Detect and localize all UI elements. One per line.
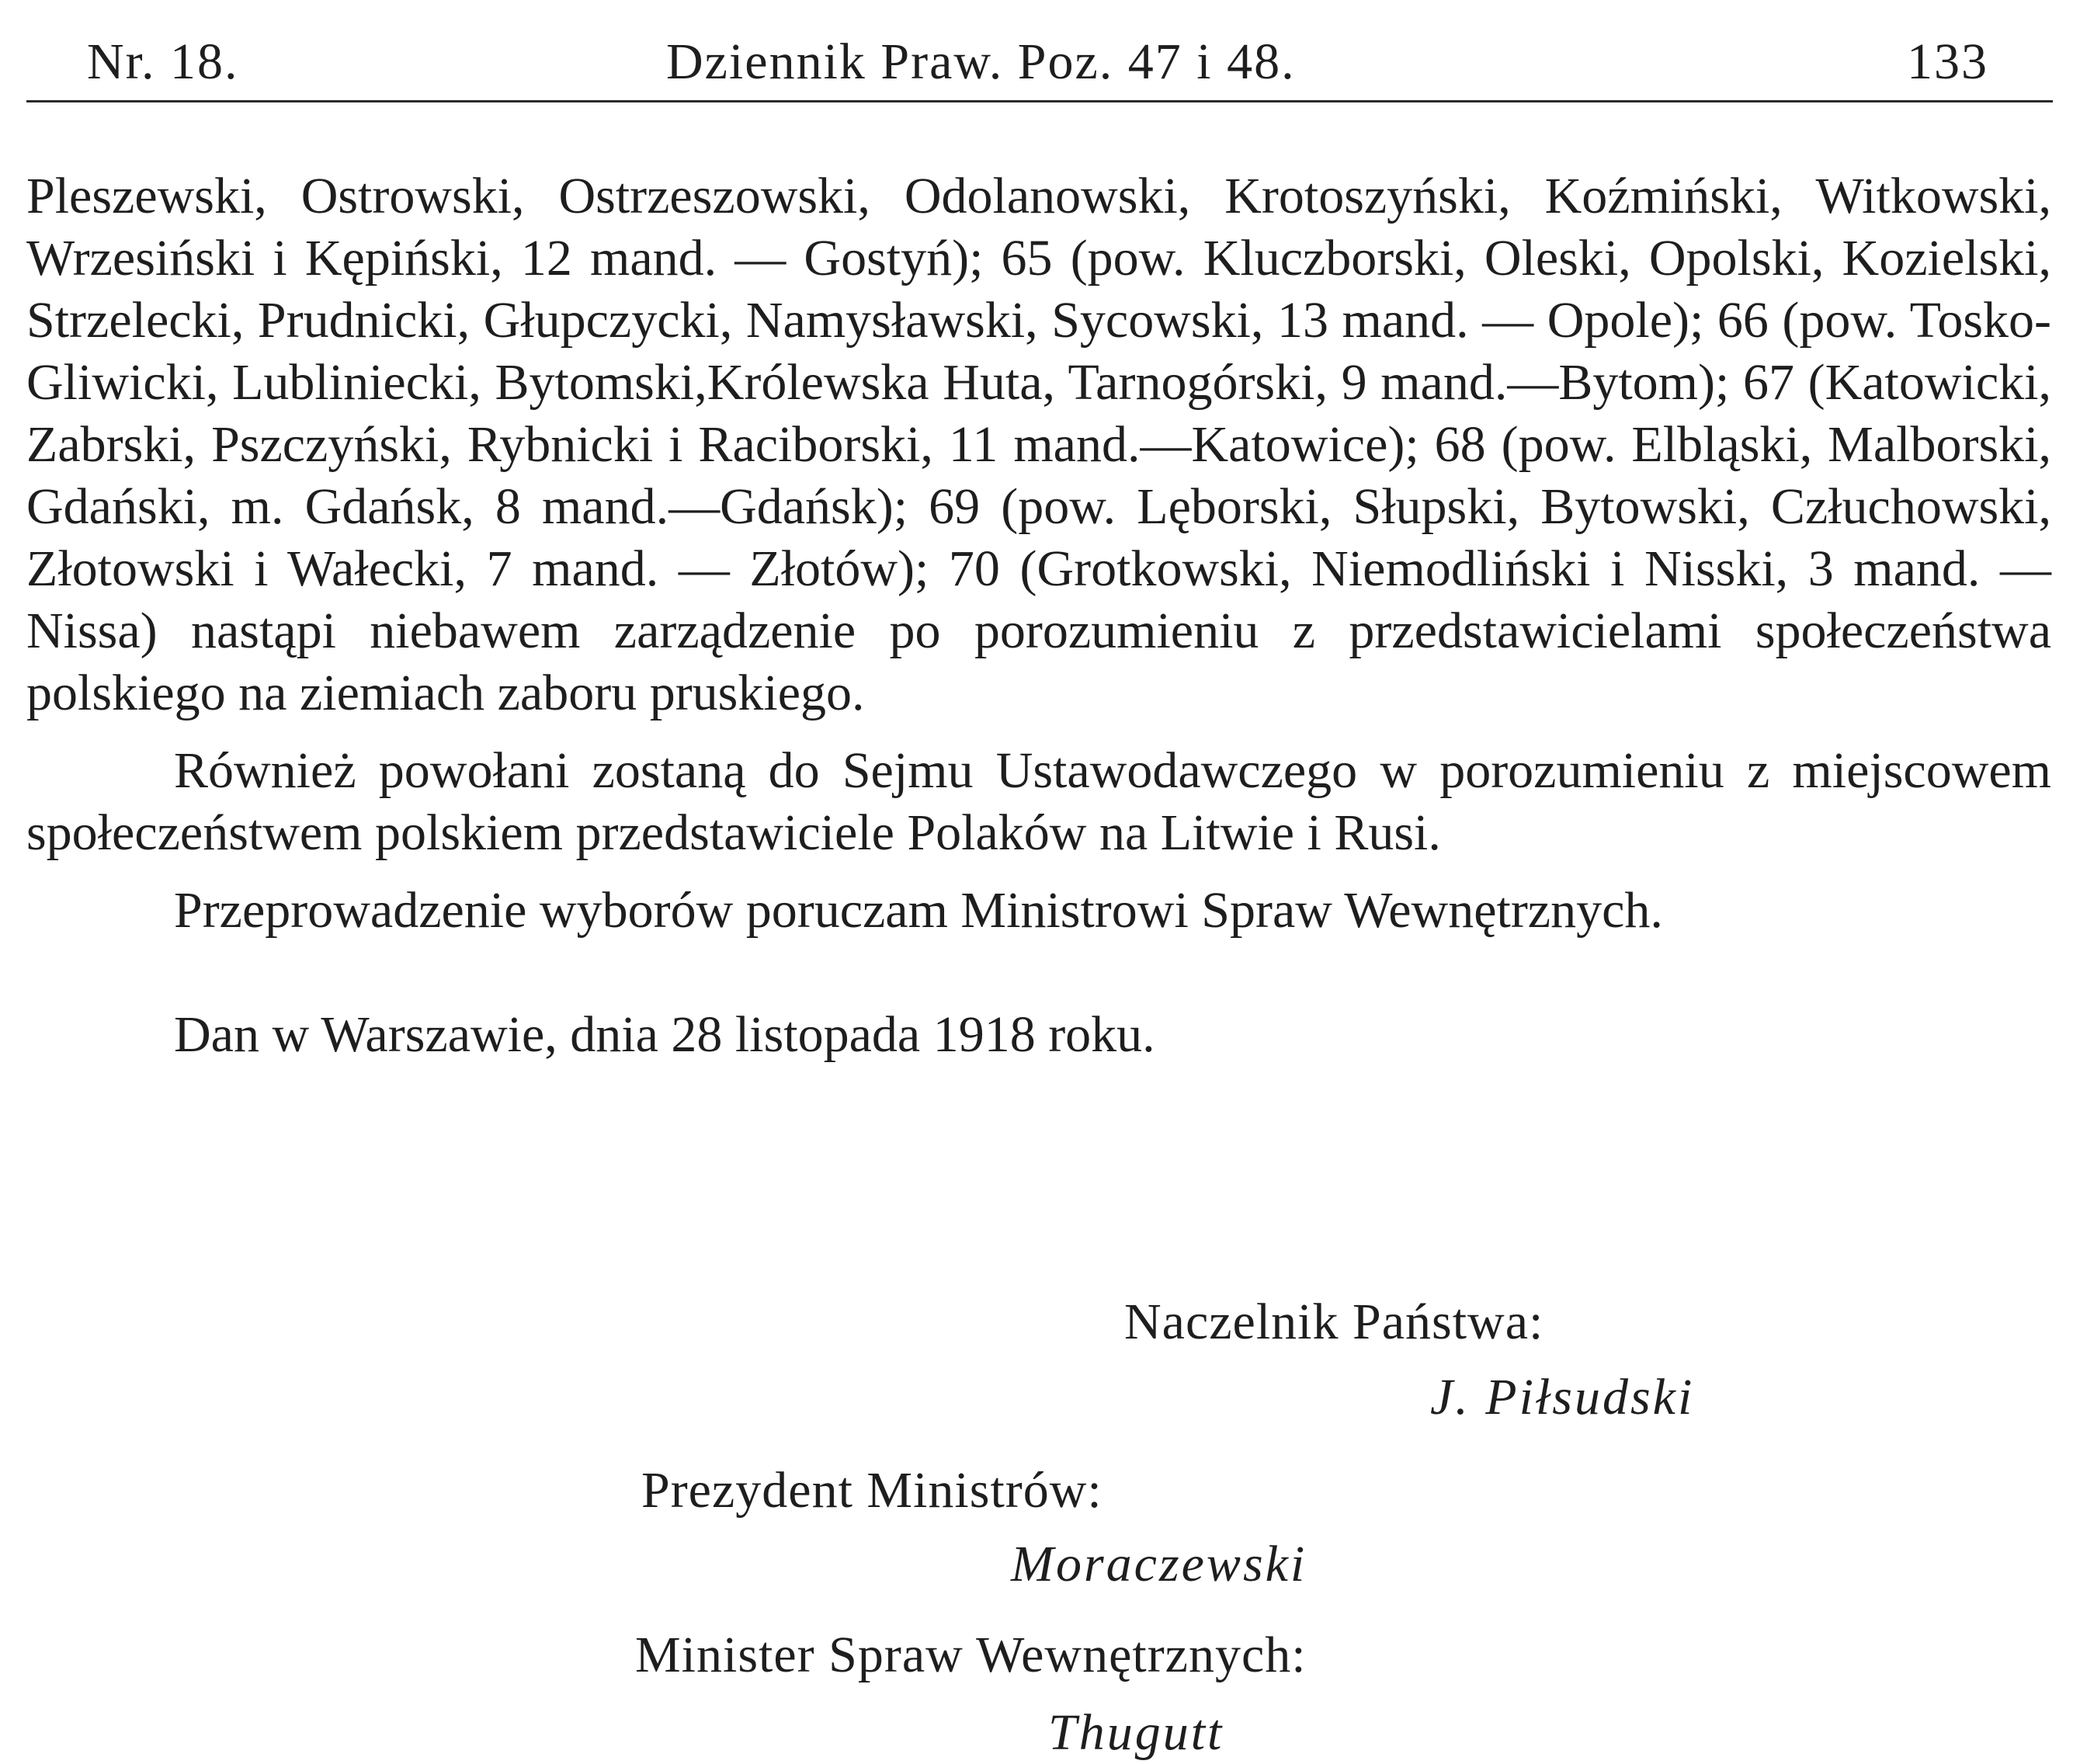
issue-number: Nr. 18. bbox=[87, 33, 239, 90]
signatory-name-interior-minister: Thugutt bbox=[1048, 1704, 1224, 1761]
signatory-name-head-of-state: J. Piłsudski bbox=[1430, 1369, 1695, 1425]
signatory-title-head-of-state: Naczelnik Państwa: bbox=[1124, 1293, 1544, 1350]
paragraph-lithuania-ruthenia: Również powołani zostaną do Sejmu Ustawodawczego w porozumieniu z miejscowem społeczeństwem polskiem przedstawiciele Polaków na Litwie i Rusi. bbox=[26, 742, 2051, 861]
paragraph-elections: Przeprowadzenie wyborów poruczam Ministrowi Spraw Wewnętrznych. bbox=[174, 882, 1663, 939]
date-line: Dan w Warszawie, dnia 28 listopada 1918 roku. bbox=[174, 1006, 1155, 1063]
signatory-title-interior-minister: Minister Spraw Wewnętrznych: bbox=[635, 1627, 1307, 1683]
paragraph-district-list: Pleszewski, Ostrowski, Ostrzeszowski, Odolanowski, Krotoszyński, Koźmiński, Witkowski, Wrzesiński i Kępiński, 12 mand. — Gostyń); 65 (pow. Kluczborski, Oleski, Opolski, Kozielski, Strzelecki, Prudnicki, Głupczycki, Namysławski, Sycowski, 13 mand. — Opole); 66 (pow. Tosko-Gliwicki, Lubliniecki, Bytomski,Królewska Huta, Tarnogórski, 9 mand.—Bytom); 67 (Katowicki, Zabrski, Pszczyński, Rybnicki i Raciborski, 11 mand.—Katowice); 68 (pow. Elbląski, Malborski, Gdański, m. Gdańsk, 8 mand.—Gdańsk); 69 (pow. Lęborski, Słupski, Bytowski, Człuchowski, Złotowski i Wałecki, 7 mand. — Złotów); 70 (Grotkowski, Niemodliński i Nisski, 3 mand. — Nissa) nastąpi niebawem zarządzenie po porozumieniu z przedstawicielami społeczeństwa polskiego na ziemiach zaboru pruskiego. bbox=[26, 168, 2051, 721]
signatory-name-prime-minister: Moraczewski bbox=[1011, 1536, 1307, 1592]
journal-title: Dziennik Praw. Poz. 47 i 48. bbox=[666, 33, 1296, 90]
page-number: 133 bbox=[1907, 33, 1988, 90]
signatory-title-prime-minister: Prezydent Ministrów: bbox=[641, 1462, 1103, 1519]
